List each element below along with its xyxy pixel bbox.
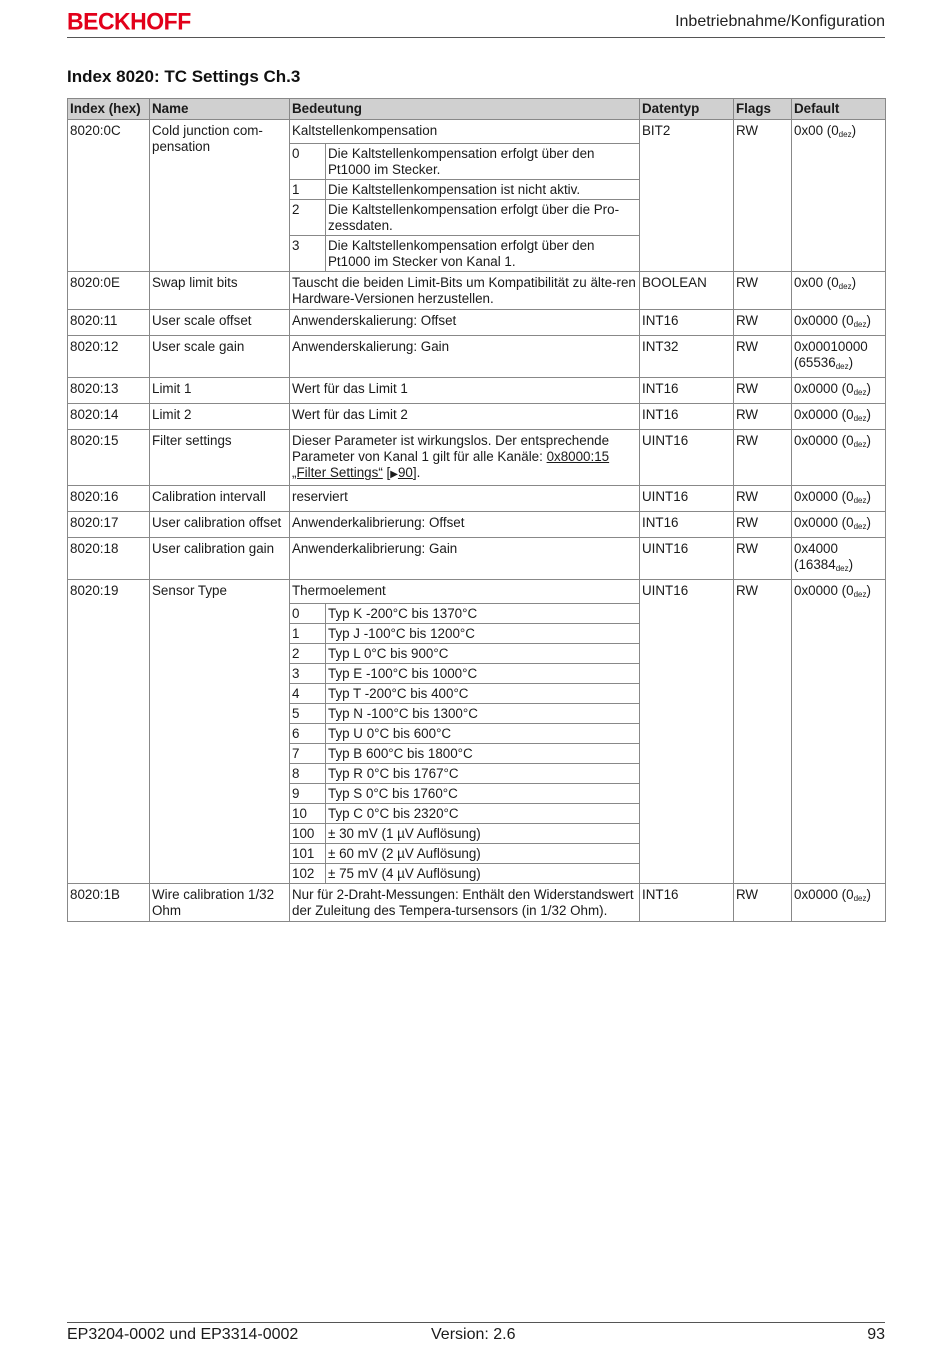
name-cell: Filter settings	[150, 430, 290, 486]
name-cell: User scale offset	[150, 310, 290, 336]
table-row	[68, 486, 886, 512]
datatype-cell: UINT16	[640, 430, 734, 486]
name-cell: User calibration gain	[150, 538, 290, 580]
name-cell: User calibration offset	[150, 512, 290, 538]
option-meaning: Typ J -100°C bis 1200°C	[326, 624, 640, 644]
option-row	[290, 844, 640, 864]
option-value: 7	[290, 744, 326, 764]
option-row	[290, 724, 640, 744]
default-cell	[792, 430, 886, 486]
description-label: reserviert	[292, 489, 348, 504]
footer-version: Version: 2.6	[431, 1326, 516, 1343]
description-label: Tauscht die beiden Limit-Bits um Kompatibilität zu älte-ren Hardware-Versionen herzustellen.	[292, 275, 636, 306]
default-close: )	[866, 407, 871, 422]
default-close: )	[866, 583, 871, 598]
description-text	[290, 407, 639, 425]
description-cell	[290, 336, 640, 378]
default-hex: 0x4000	[794, 541, 838, 556]
flags-cell: RW	[734, 884, 792, 922]
flags-cell: RW	[734, 538, 792, 580]
flags-cell: RW	[734, 120, 792, 272]
option-value: 101	[290, 844, 326, 864]
description-label: Anwenderkalibrierung: Gain	[292, 541, 458, 556]
table-row	[68, 336, 886, 378]
description-text	[290, 887, 639, 921]
option-value: 2	[290, 644, 326, 664]
option-row	[290, 704, 640, 724]
column-header: Datentyp	[640, 99, 734, 120]
option-row	[290, 236, 640, 272]
default-close: )	[866, 887, 871, 902]
option-value: 5	[290, 704, 326, 724]
description-label: Thermoelement	[292, 583, 386, 598]
table-row	[68, 404, 886, 430]
datatype-cell: UINT16	[640, 580, 734, 884]
option-value: 102	[290, 864, 326, 884]
default-close: )	[866, 515, 871, 530]
column-header: Index (hex)	[68, 99, 150, 120]
description-text	[290, 381, 639, 399]
description-text	[290, 433, 639, 485]
index-cell: 8020:11	[68, 310, 150, 336]
option-meaning: Typ C 0°C bis 2320°C	[326, 804, 640, 824]
option-row	[290, 180, 640, 200]
page-title: Index 8020: TC Settings Ch.3	[67, 67, 301, 86]
option-meaning: Typ S 0°C bis 1760°C	[326, 784, 640, 804]
column-header: Bedeutung	[290, 99, 640, 120]
default-hex: 0x00010000	[794, 339, 868, 354]
option-value: 3	[290, 664, 326, 684]
flags-cell: RW	[734, 430, 792, 486]
option-meaning: ± 60 mV (2 µV Auflösung)	[326, 844, 640, 864]
decimal-suffix: dez	[853, 522, 867, 531]
table-row	[68, 378, 886, 404]
column-header: Default	[792, 99, 886, 120]
option-meaning: Typ T -200°C bis 400°C	[326, 684, 640, 704]
header-divider	[67, 37, 885, 38]
datatype-cell: INT16	[640, 884, 734, 922]
description-text	[290, 541, 639, 559]
option-meaning: Die Kaltstellenkompensation erfolgt über die Pro-zessdaten.	[326, 200, 640, 236]
option-value: 100	[290, 824, 326, 844]
description-text	[290, 123, 639, 141]
datatype-cell: INT16	[640, 512, 734, 538]
datatype-cell: UINT16	[640, 486, 734, 512]
link-bracket-open: [	[382, 465, 391, 480]
flags-cell: RW	[734, 378, 792, 404]
footer-product: EP3204-0002 und EP3314-0002	[67, 1326, 299, 1343]
flags-cell: RW	[734, 272, 792, 310]
description-cell	[290, 884, 640, 922]
option-meaning: Typ B 600°C bis 1800°C	[326, 744, 640, 764]
default-cell	[792, 272, 886, 310]
description-cell	[290, 580, 640, 884]
decimal-suffix: dez	[853, 388, 867, 397]
description-label: Kaltstellenkompensation	[292, 123, 438, 138]
option-value: 1	[290, 624, 326, 644]
name-cell: Cold junction com-pensation	[150, 120, 290, 272]
cross-reference-link[interactable]: 0x8000:15 „Filter Settings“	[292, 449, 610, 480]
default-value: 0x0000 (0	[794, 433, 854, 448]
name-cell: Swap limit bits	[150, 272, 290, 310]
default-cell	[792, 580, 886, 884]
option-meaning: Die Kaltstellenkompensation erfolgt über den Pt1000 im Stecker von Kanal 1.	[326, 236, 640, 272]
table-row	[68, 272, 886, 310]
column-header: Flags	[734, 99, 792, 120]
option-meaning: Typ L 0°C bis 900°C	[326, 644, 640, 664]
table-row	[68, 538, 886, 580]
flags-cell: RW	[734, 512, 792, 538]
option-meaning: ± 30 mV (1 µV Auflösung)	[326, 824, 640, 844]
value-options-table	[290, 143, 640, 271]
flags-cell: RW	[734, 486, 792, 512]
datatype-cell: BIT2	[640, 120, 734, 272]
arrow-right-icon: ▶	[390, 469, 398, 480]
index-cell: 8020:19	[68, 580, 150, 884]
flags-cell: RW	[734, 404, 792, 430]
option-row	[290, 804, 640, 824]
description-cell	[290, 404, 640, 430]
option-value: 4	[290, 684, 326, 704]
default-cell	[792, 310, 886, 336]
default-value: 0x0000 (0	[794, 407, 854, 422]
index-cell: 8020:1B	[68, 884, 150, 922]
datatype-cell: INT32	[640, 336, 734, 378]
datatype-cell: UINT16	[640, 538, 734, 580]
description-text	[290, 339, 639, 357]
parameter-table-container	[67, 98, 885, 922]
default-cell	[792, 884, 886, 922]
datatype-cell: INT16	[640, 404, 734, 430]
description-text	[290, 275, 639, 309]
footer-divider	[67, 1322, 885, 1323]
index-cell: 8020:0E	[68, 272, 150, 310]
default-close: )	[848, 557, 854, 572]
option-meaning: Die Kaltstellenkompensation ist nicht aktiv.	[326, 180, 640, 200]
default-cell	[792, 378, 886, 404]
default-cell	[792, 538, 886, 580]
description-cell	[290, 538, 640, 580]
name-cell: Limit 2	[150, 404, 290, 430]
datatype-cell: INT16	[640, 310, 734, 336]
default-value: 0x0000 (0	[794, 313, 854, 328]
option-value: 3	[290, 236, 326, 272]
table-row	[68, 512, 886, 538]
name-cell: Sensor Type	[150, 580, 290, 884]
default-cell	[792, 512, 886, 538]
decimal-suffix: dez	[835, 564, 849, 573]
default-decimal-value: (16384	[794, 557, 836, 572]
default-cell	[792, 336, 886, 378]
table-row	[68, 430, 886, 486]
header-section-title: Inbetriebnahme/Konfiguration	[675, 13, 885, 30]
option-row	[290, 744, 640, 764]
option-value: 0	[290, 604, 326, 624]
description-text	[290, 515, 639, 533]
page-reference-link[interactable]: 90	[397, 465, 413, 480]
value-options-table	[290, 603, 640, 883]
index-cell: 8020:14	[68, 404, 150, 430]
option-meaning: Typ N -100°C bis 1300°C	[326, 704, 640, 724]
link-bracket-close: ].	[412, 465, 421, 480]
name-cell: Calibration intervall	[150, 486, 290, 512]
column-header: Name	[150, 99, 290, 120]
option-row	[290, 644, 640, 664]
description-cell	[290, 120, 640, 272]
decimal-suffix: dez	[838, 282, 852, 291]
index-cell: 8020:16	[68, 486, 150, 512]
option-meaning: Die Kaltstellenkompensation erfolgt über den Pt1000 im Stecker.	[326, 144, 640, 180]
option-row	[290, 784, 640, 804]
default-cell	[792, 120, 886, 272]
option-meaning: Typ E -100°C bis 1000°C	[326, 664, 640, 684]
flags-cell: RW	[734, 580, 792, 884]
default-close: )	[866, 489, 871, 504]
option-row	[290, 604, 640, 624]
option-row	[290, 684, 640, 704]
default-value: 0x0000 (0	[794, 515, 854, 530]
default-value: 0x0000 (0	[794, 489, 854, 504]
description-cell	[290, 486, 640, 512]
option-meaning: ± 75 mV (4 µV Auflösung)	[326, 864, 640, 884]
default-close: )	[866, 433, 871, 448]
table-header-row	[68, 99, 886, 120]
index-cell: 8020:17	[68, 512, 150, 538]
decimal-suffix: dez	[853, 414, 867, 423]
option-row	[290, 824, 640, 844]
option-meaning: Typ U 0°C bis 600°C	[326, 724, 640, 744]
decimal-suffix: dez	[853, 320, 867, 329]
decimal-suffix: dez	[853, 590, 867, 599]
default-value: 0x0000 (0	[794, 583, 854, 598]
description-cell	[290, 378, 640, 404]
default-value: 0x0000 (0	[794, 887, 854, 902]
table-row	[68, 310, 886, 336]
default-close: )	[866, 381, 871, 396]
option-value: 2	[290, 200, 326, 236]
default-close: )	[866, 313, 871, 328]
option-value: 10	[290, 804, 326, 824]
option-value: 1	[290, 180, 326, 200]
decimal-suffix: dez	[853, 894, 867, 903]
decimal-suffix: dez	[853, 440, 867, 449]
default-cell	[792, 486, 886, 512]
option-row	[290, 864, 640, 884]
flags-cell: RW	[734, 336, 792, 378]
option-row	[290, 200, 640, 236]
description-cell	[290, 512, 640, 538]
index-cell: 8020:13	[68, 378, 150, 404]
description-label: Nur für 2-Draht-Messungen: Enthält den Widerstandswert der Zuleitung des Tempera-tursensors (in 1/32 Ohm).	[292, 887, 634, 918]
option-row	[290, 624, 640, 644]
default-decimal	[794, 355, 883, 375]
default-value: 0x00 (0	[794, 275, 839, 290]
description-cell	[290, 310, 640, 336]
description-label: Anwenderkalibrierung: Offset	[292, 515, 465, 530]
description-label: Wert für das Limit 2	[292, 407, 408, 422]
description-label: Dieser Parameter ist wirkungslos. Der entsprechende Parameter von Kanal 1 gilt für alle Kanäle:	[292, 433, 610, 464]
index-cell: 8020:18	[68, 538, 150, 580]
default-cell	[792, 404, 886, 430]
default-value: 0x00 (0	[794, 123, 839, 138]
default-close: )	[848, 355, 854, 370]
parameter-table	[67, 98, 886, 922]
index-cell: 8020:15	[68, 430, 150, 486]
option-value: 9	[290, 784, 326, 804]
option-meaning: Typ R 0°C bis 1767°C	[326, 764, 640, 784]
option-row	[290, 664, 640, 684]
decimal-suffix: dez	[835, 362, 849, 371]
option-value: 6	[290, 724, 326, 744]
option-row	[290, 144, 640, 180]
description-label: Anwenderskalierung: Gain	[292, 339, 450, 354]
option-row	[290, 764, 640, 784]
table-row	[68, 120, 886, 272]
description-text	[290, 489, 639, 507]
decimal-suffix: dez	[853, 496, 867, 505]
option-meaning: Typ K -200°C bis 1370°C	[326, 604, 640, 624]
index-cell: 8020:12	[68, 336, 150, 378]
beckhoff-logo: BECKHOFF	[67, 7, 191, 35]
table-row	[68, 884, 886, 922]
description-label: Anwenderskalierung: Offset	[292, 313, 457, 328]
option-value: 8	[290, 764, 326, 784]
name-cell: User scale gain	[150, 336, 290, 378]
option-value: 0	[290, 144, 326, 180]
page-number: 93	[867, 1326, 885, 1343]
flags-cell: RW	[734, 310, 792, 336]
index-cell: 8020:0C	[68, 120, 150, 272]
description-label: Wert für das Limit 1	[292, 381, 408, 396]
default-close: )	[851, 275, 857, 290]
datatype-cell: BOOLEAN	[640, 272, 734, 310]
description-cell	[290, 272, 640, 310]
description-cell	[290, 430, 640, 486]
table-row	[68, 580, 886, 884]
description-text	[290, 313, 639, 331]
description-text	[290, 583, 639, 601]
datatype-cell: INT16	[640, 378, 734, 404]
name-cell: Limit 1	[150, 378, 290, 404]
default-value: 0x0000 (0	[794, 381, 854, 396]
decimal-suffix: dez	[838, 130, 852, 139]
default-close: )	[851, 123, 857, 138]
name-cell: Wire calibration 1/32 Ohm	[150, 884, 290, 922]
default-decimal	[794, 557, 883, 577]
default-decimal-value: (65536	[794, 355, 836, 370]
